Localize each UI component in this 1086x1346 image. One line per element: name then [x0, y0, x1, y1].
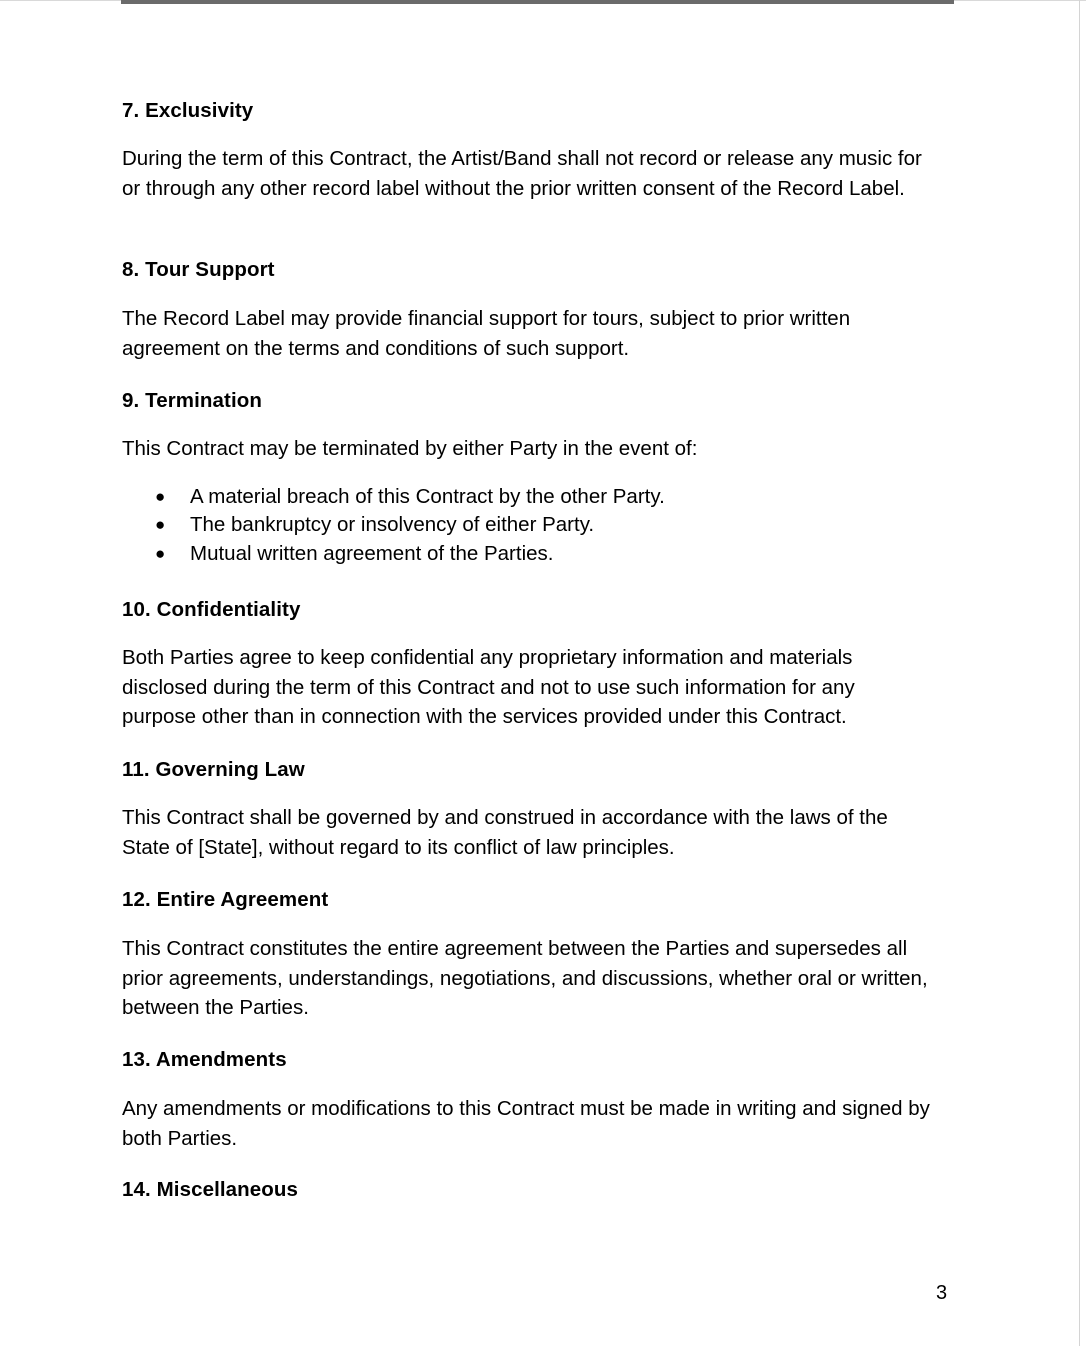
section-heading-tour-support: 8. Tour Support [122, 258, 275, 281]
section-body-governing-law: This Contract shall be governed by and construed in accordance with the laws of the State of [State], without regard to its conflict of law principles. [122, 806, 888, 859]
section-body-termination: This Contract may be terminated by either Party in the event of: [122, 437, 698, 460]
section-heading-governing-law: 11. Governing Law [122, 758, 305, 781]
section-body-amendments: Any amendments or modifications to this Contract must be made in writing and signed by both Parties. [122, 1097, 930, 1150]
list-item [122, 540, 912, 568]
section-body-confidentiality: Both Parties agree to keep confidential any proprietary information and materials disclosed during the term of this Contract and not to use such information for any purpose other than in connection with the services provided under this Contract. [122, 646, 855, 729]
termination-bullet-list [122, 483, 912, 568]
bullet-icon: ● [155, 515, 166, 535]
list-item [122, 511, 912, 539]
bullet-icon: ● [155, 487, 166, 506]
list-item-label: Mutual written agreement of the Parties. [190, 541, 554, 565]
section-body-exclusivity: During the term of this Contract, the Artist/Band shall not record or release any music for or through any other record label without the prior written consent of the Record Label. [122, 147, 922, 200]
section-heading-confidentiality: 10. Confidentiality [122, 598, 301, 621]
section-heading-amendments: 13. Amendments [122, 1048, 287, 1071]
section-heading-exclusivity: 7. Exclusivity [122, 99, 254, 122]
section-body-entire-agreement: This Contract constitutes the entire agreement between the Parties and supersedes all prior agreements, understandings, negotiations, and discussions, whether oral or written, between the Parties. [122, 937, 928, 1020]
page-right-border [1079, 0, 1080, 1346]
list-item [122, 483, 912, 511]
bullet-icon: ● [155, 543, 166, 563]
header-horizontal-rule [121, 0, 954, 4]
list-item-label: The bankruptcy or insolvency of either Party. [190, 513, 595, 537]
section-heading-termination: 9. Termination [122, 389, 262, 412]
list-item-label: A material breach of this Contract by the other Party. [190, 485, 665, 508]
section-body-tour-support: The Record Label may provide financial support for tours, subject to prior written agreement on the terms and conditions of such support. [122, 307, 851, 360]
section-heading-miscellaneous: 14. Miscellaneous [122, 1178, 299, 1201]
section-heading-entire-agreement: 12. Entire Agreement [122, 888, 329, 911]
page-number: 3 [936, 1282, 948, 1304]
